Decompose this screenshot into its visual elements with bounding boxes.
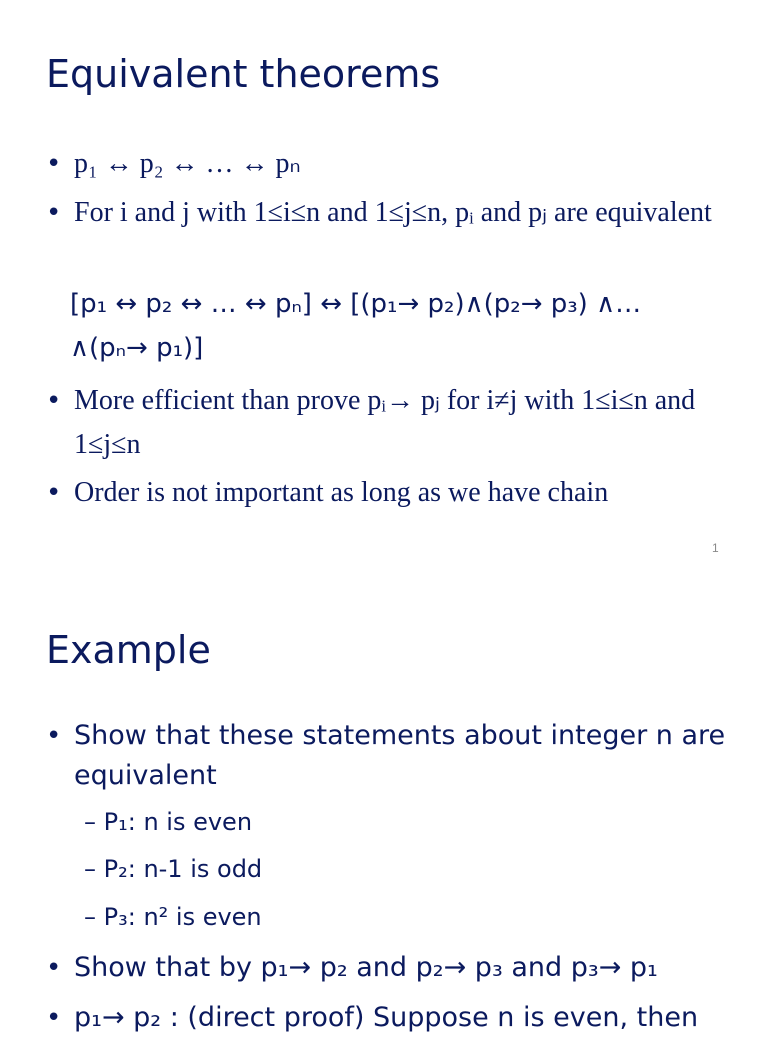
page-number: 1 [712,541,719,555]
bullet-dot-icon: • [46,721,62,751]
bullet-item [46,379,736,467]
sub-item: – P₂: n-1 is odd [84,855,263,883]
formula-line-1: [p₁ ↔ p₂ ↔ … ↔ pₙ] ↔ [(p₁→ p₂)∧(p₂→ p₃) ∧… [70,289,642,319]
bullet-item [46,471,736,515]
bullet-item [46,716,736,796]
bullet-text: More efficient than prove pᵢ→ pⱼ for i≠j with 1≤i≤n and 1≤j≤n [74,385,696,460]
slide-2 [0,576,768,1033]
bullet-dot-icon: • [46,198,62,228]
bullet-dot-icon: • [46,953,62,983]
bullet-dot-icon: • [46,386,62,416]
bullet-dot-icon: • [46,478,62,508]
bullet-dot-icon: • [46,1003,62,1033]
formula-line-2: ∧(pₙ→ p₁)] [70,333,204,363]
bullet-text: p₁→ p₂ : (direct proof) Suppose n is even, then [74,1002,699,1033]
sub-item: – P₁: n is even [84,808,253,836]
bullet-text: p₁ ↔ p₂ ↔ … ↔ pₙ [74,148,301,179]
bullet-item [46,142,736,186]
slide-title: Equivalent theorems [46,52,441,96]
formula-block [46,282,736,370]
slide-title: Example [46,628,211,672]
bullet-text: Order is not important as long as we have chain [74,477,609,508]
bullet-dot-icon: • [46,149,62,179]
sub-item: – P₃: n² is even [84,903,262,931]
bullet-text: Show that by p₁→ p₂ and p₂→ p₃ and p₃→ p₁ [74,952,658,983]
bullet-item [46,948,736,988]
bullet-item [46,998,736,1038]
bullet-item [46,191,736,235]
bullet-text: For i and j with 1≤i≤n and 1≤j≤n, pᵢ and pⱼ are equivalent [74,197,712,228]
bullet-text: Show that these statements about integer n are equivalent [74,720,726,791]
